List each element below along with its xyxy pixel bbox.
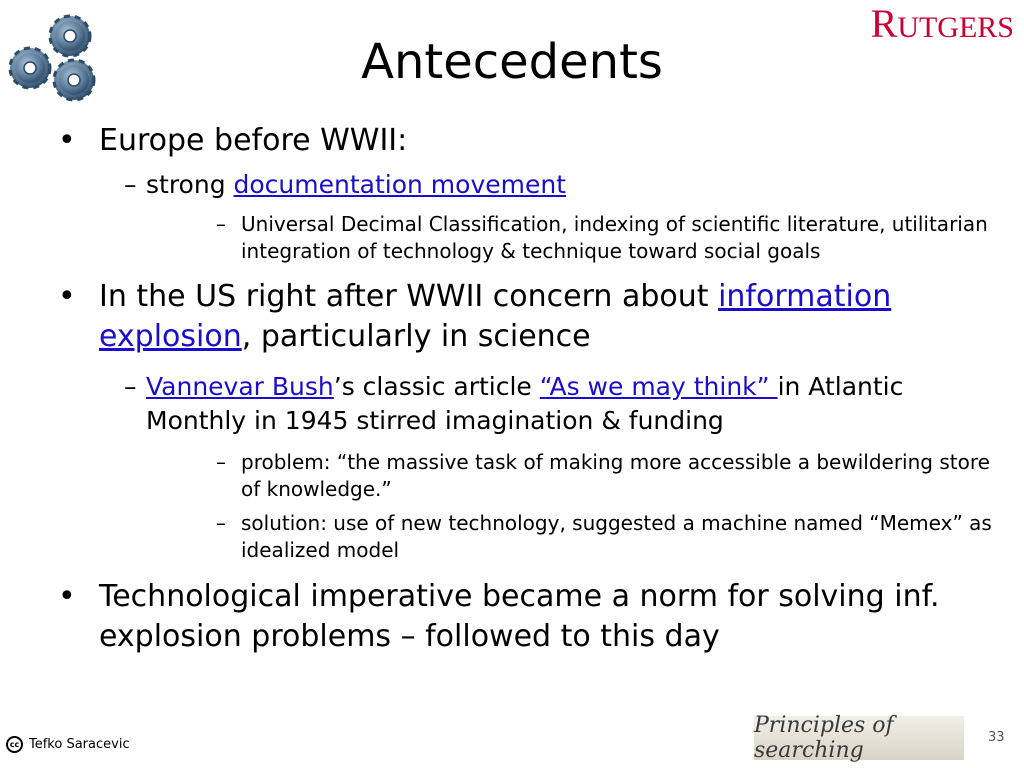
sub-sub-bullet-item bbox=[216, 211, 1006, 265]
information-explosion-link[interactable]: information explosion bbox=[99, 279, 892, 354]
bullet-text: Technological imperative became a norm for solving inf. explosion problems – followed to this day bbox=[99, 579, 940, 654]
logo-first-letter: R bbox=[870, 1, 898, 46]
vannevar-bush-link[interactable]: Vannevar Bush bbox=[146, 372, 334, 401]
sub-sub-bullet-text: problem: “the massive task of making more accessible a bewildering store of knowledge.” bbox=[241, 450, 990, 501]
text-suffix: , particularly in science bbox=[241, 319, 591, 354]
page-number: 33 bbox=[988, 730, 1005, 745]
sub-sub-bullet-text: Universal Decimal Classification, indexing of scientific literature, utilitarian integration of technology & technique toward social goals bbox=[241, 212, 988, 263]
text-prefix: In the US right after WWII concern about bbox=[99, 279, 719, 314]
sub-bullet-text bbox=[146, 168, 984, 202]
dash-marker: – bbox=[216, 450, 226, 474]
text-suffix: in Atlantic Monthly in 1945 stirred imagination & funding bbox=[146, 372, 904, 435]
bullet-item bbox=[58, 121, 983, 161]
sub-sub-bullet-item bbox=[216, 510, 1006, 564]
principles-banner: Principles of searching bbox=[754, 716, 964, 760]
dash-marker: – bbox=[216, 511, 226, 535]
dash-marker: – bbox=[124, 170, 137, 199]
as-we-may-think-link[interactable]: “As we may think” bbox=[539, 372, 778, 401]
bullet-marker: • bbox=[58, 579, 76, 614]
bullet-text: Europe before WWII: bbox=[99, 123, 408, 158]
text-mid: ’s classic article bbox=[333, 372, 540, 401]
page-title: Antecedents bbox=[361, 34, 663, 90]
documentation-movement-link[interactable]: documentation movement bbox=[233, 170, 567, 199]
sub-bullet-item bbox=[124, 168, 984, 202]
creative-commons-icon: cc bbox=[6, 736, 23, 753]
bullet-marker: • bbox=[58, 123, 76, 158]
bullet-text bbox=[99, 277, 983, 357]
text-prefix: strong bbox=[146, 170, 234, 199]
sub-sub-bullet-item bbox=[216, 449, 1006, 503]
sub-bullet-item bbox=[124, 370, 984, 438]
footer-author bbox=[6, 736, 130, 753]
sub-bullet-text bbox=[146, 370, 984, 438]
logo-rest: UTGERS bbox=[897, 11, 1014, 44]
author-name: Tefko Saracevic bbox=[29, 737, 130, 752]
sub-sub-bullet-text: solution: use of new technology, suggested a machine named “Memex” as idealized model bbox=[241, 511, 992, 562]
bullet-marker: • bbox=[58, 279, 76, 314]
bullet-item bbox=[58, 577, 983, 657]
dash-marker: – bbox=[124, 372, 137, 401]
dash-marker: – bbox=[216, 212, 226, 236]
bullet-item bbox=[58, 277, 983, 357]
